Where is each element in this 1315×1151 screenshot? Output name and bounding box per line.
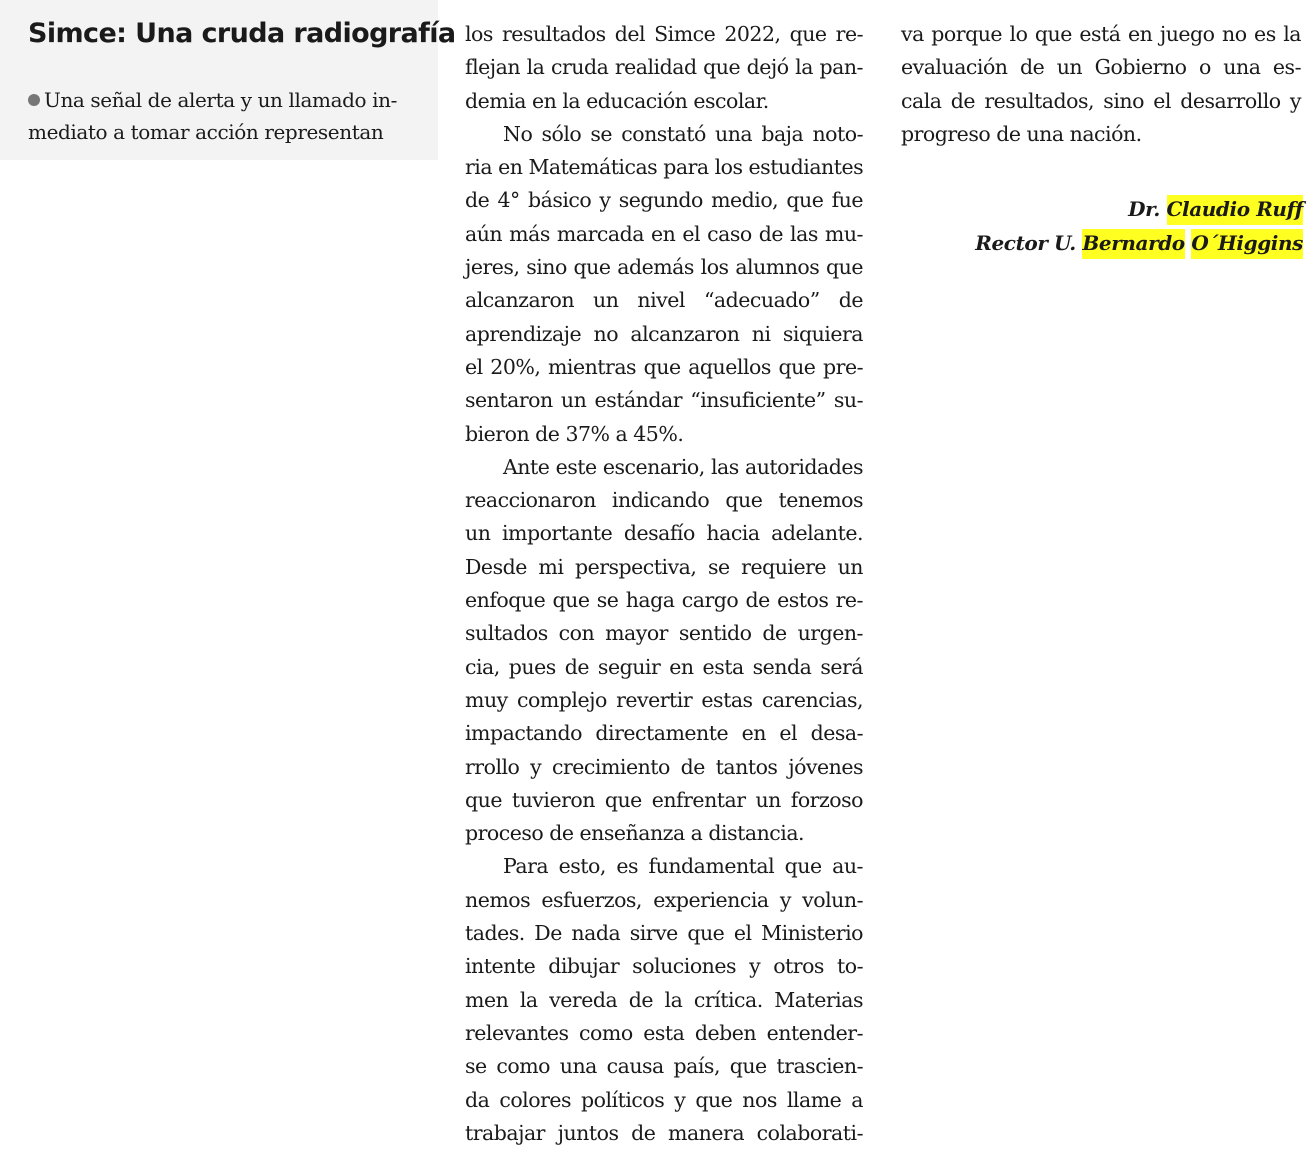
text-line: reaccionaron indicando que tenemos xyxy=(465,488,863,513)
lead-line-2: mediato a tomar acción representan xyxy=(28,120,384,144)
text-line: nemos esfuerzos, experiencia y volun- xyxy=(465,887,863,912)
text-line: men la vereda de la crítica. Materias xyxy=(465,987,863,1012)
text-line: cala de resultados, sino el desarrollo y xyxy=(901,88,1301,113)
text-line: cia, pues de seguir en esta senda será xyxy=(465,654,863,679)
text-line: No sólo se constató una baja noto- xyxy=(503,121,863,146)
university-surname-highlighted: O´Higgins xyxy=(1191,229,1303,259)
text-line: tades. De nada sirve que el Ministerio xyxy=(465,921,863,946)
text-line: evaluación de un Gobierno o una es- xyxy=(901,55,1301,80)
text-line: alcanzaron un nivel “adecuado” de xyxy=(465,288,863,313)
text-line: jeres, sino que además los alumnos que xyxy=(465,255,863,280)
text-line: demia en la educación escolar. xyxy=(465,88,769,113)
signature-rector: Rector U. xyxy=(975,231,1076,255)
text-line: sultados con mayor sentido de urgen- xyxy=(465,621,863,646)
text-line: que tuvieron que enfrentar un forzoso xyxy=(465,787,863,812)
text-line: va porque lo que está en juego no es la xyxy=(901,22,1301,46)
lead-line-1 xyxy=(28,84,438,116)
university-name-highlighted: Bernardo xyxy=(1082,229,1184,259)
text-line: de 4° básico y segundo medio, que fue xyxy=(465,188,863,213)
text-line: muy complejo revertir estas carencias, xyxy=(465,687,863,712)
text-line: impactando directamente en el desa- xyxy=(465,721,863,746)
text-line: aún más marcada en el caso de las mu- xyxy=(465,221,863,246)
text-line: progreso de una nación. xyxy=(901,121,1142,146)
author-name-highlighted: Claudio Ruff xyxy=(1167,195,1303,225)
text-line: da colores políticos y que nos llame a xyxy=(465,1087,863,1112)
signature-line-position xyxy=(975,226,1303,260)
text-line: Desde mi perspectiva, se requiere un xyxy=(465,554,863,579)
text-line: un importante desafío hacia adelante. xyxy=(465,521,863,546)
signature-block xyxy=(975,192,1303,260)
signature-title: Dr. xyxy=(1128,197,1160,221)
text-line: proceso de enseñanza a distancia. xyxy=(465,821,805,846)
text-line: rrollo y crecimiento de tantos jóvenes xyxy=(465,754,863,779)
article-headline: Simce: Una cruda radiografía xyxy=(28,18,456,49)
text-line: enfoque que se haga cargo de estos re- xyxy=(465,588,863,613)
text-line: se como una causa país, que trascien- xyxy=(465,1054,863,1079)
text-line: aprendizaje no alcanzaron ni siquiera xyxy=(465,321,863,346)
text-line: el 20%, mientras que aquellos que pre- xyxy=(465,354,863,379)
text-line: intente dibujar soluciones y otros to- xyxy=(465,954,863,979)
text-line: trabajar juntos de manera colaborati- xyxy=(465,1120,863,1145)
text-line: Para esto, es fundamental que au- xyxy=(503,854,863,879)
signature-line-author xyxy=(975,192,1303,226)
text-line: bieron de 37% a 45%. xyxy=(465,421,684,446)
text-line: ria en Matemáticas para los estudiantes xyxy=(465,155,864,180)
lead-line-1-text: Una señal de alerta y un llamado in- xyxy=(44,88,397,112)
article-lead xyxy=(28,84,438,148)
text-line: los resultados del Simce 2022, que re- xyxy=(465,22,863,46)
text-line: flejan la cruda realidad que dejó la pan- xyxy=(465,55,863,80)
bullet-icon xyxy=(28,94,40,106)
text-line: Ante este escenario, las autoridades xyxy=(503,454,863,479)
article-column-middle xyxy=(465,18,863,1150)
text-line: relevantes como esta deben entender- xyxy=(465,1020,863,1045)
article-column-right xyxy=(901,18,1301,151)
text-line: sentaron un estándar “insuficiente” su- xyxy=(465,388,863,413)
